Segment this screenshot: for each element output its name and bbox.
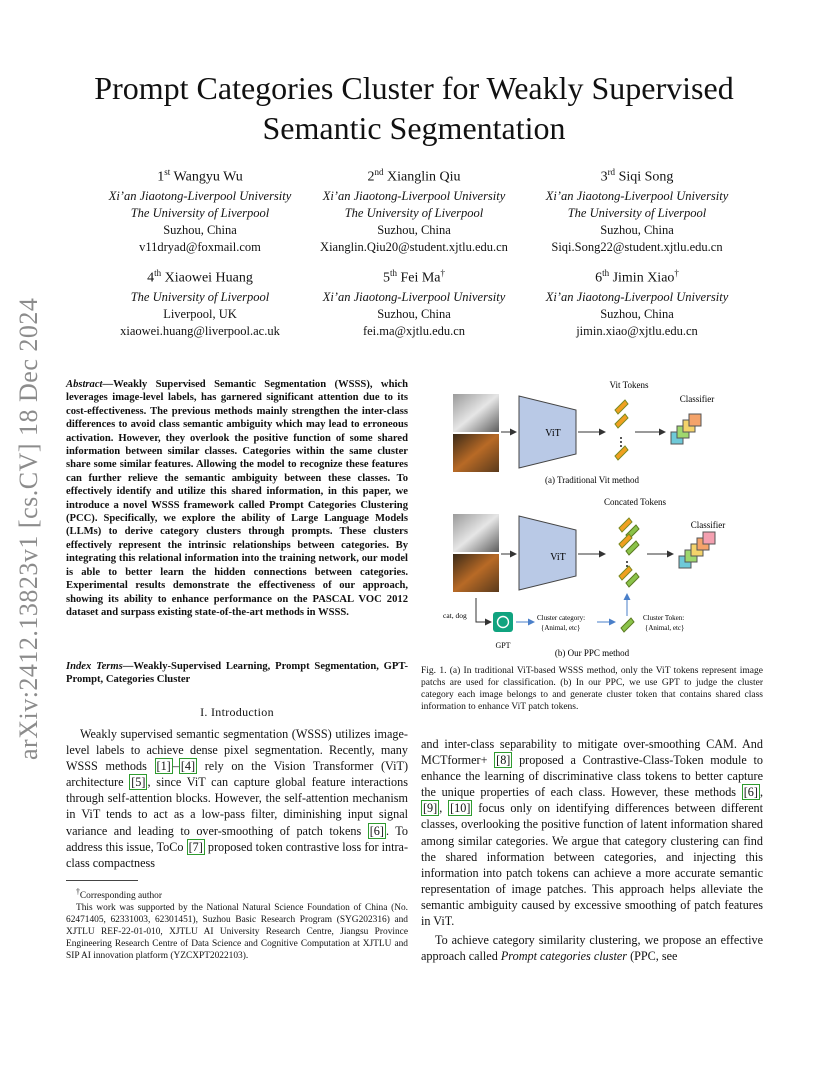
- author-email: Siqi.Song22@student.xjtlu.edu.cn: [551, 239, 723, 254]
- intro-paragraph-right: and inter-class separability to mitigate over-smoothing CAM. And MCTformer+ [8] proposed a Contrastive-Class-Token module to enhance the learning of discriminative class tokens to better capture the unique properties of each class. However, these methods [6] , [9] , [10] focus only on identifying differences between different classes, overlooking the positive function of latent information shared among similar categories. We argue that category clustering can find the shared information between categories, and injecting this information into patch tokens can achieve a more accurate semantic representation of image patches. This approach helps alleviate the semantic ambiguity caused by excessive smoothing of patch features in ViT. To achieve category similarity clustering, we propose an effective approach called Prompt categories cluster (PPC, see: [421, 737, 764, 964]
- author-email: jimin.xiao@xjtlu.edu.cn: [576, 323, 698, 338]
- arxiv-identifier-stamp: arXiv:2412.13823v1 [cs.CV] 18 Dec 2024: [14, 297, 43, 760]
- classifier-label: Classifier: [679, 394, 715, 404]
- footnote-divider: [66, 880, 138, 881]
- author-name: Wangyu Wu: [173, 169, 243, 185]
- gpt-label: GPT: [495, 641, 511, 650]
- figure-caption: Fig. 1. (a) In traditional ViT-based WSSS method, only the ViT tokens represent image patchs are used for classification. (b) In our PPC, we use GPT to judge the cluster category each image belongs to and generate cluster token that contains shared class information to enhance ViT patch tokens.: [421, 666, 763, 712]
- cluster-token-label: Cluster Token:: [643, 614, 685, 622]
- citation-link[interactable]: [5]: [131, 775, 146, 790]
- author-email: v11dryad@foxmail.com: [139, 239, 261, 254]
- vit-encoder-block: [519, 516, 576, 590]
- gpt-logo: [493, 612, 513, 632]
- author-4: 4th Xiaowei Huang The University of Liverpool Liverpool, UK xiaowei.huang@liverpool.ac.uk: [80, 263, 320, 340]
- citation-link[interactable]: [6]: [743, 785, 758, 800]
- intro-paragraph-left: Weakly supervised semantic segmentation (WSSS) utilizes image-level labels to achieve dense pixel segmentation. Recently, many WSSS methods [1] – [4] rely on the Vision Transformer (ViT) architecture [5] , since ViT can capture global feature interactions through self-attention blocks. However, the self-attention mechanism in ViT tends to act as a low-pass filter, diminishing input signal variance and leading to over-smoothing of patch tokens [6] . To address this issue, ToCo [7] proposed token contrastive loss for intra-class compactness: [66, 727, 408, 870]
- citation-link[interactable]: [8]: [496, 753, 511, 768]
- figure-1: [421, 376, 763, 660]
- vit-label: ViT: [550, 552, 566, 563]
- figure-1-diagram: [421, 376, 763, 660]
- input-image-dog: [453, 554, 499, 592]
- title-line-2: Semantic Segmentation: [262, 110, 566, 146]
- subcaption-a: (a) Traditional Vit method: [544, 475, 640, 485]
- classifier-label: Classifier: [690, 520, 726, 530]
- input-image-cat: [453, 394, 499, 432]
- citation-link[interactable]: [7]: [188, 839, 203, 854]
- citation-link[interactable]: [9]: [423, 801, 438, 816]
- section-heading-introduction: I. Introduction: [200, 705, 274, 719]
- vit-label: ViT: [545, 428, 561, 439]
- index-terms: Index Terms—Weakly-Supervised Learning, Prompt Segmentation, GPT-Prompt, Categories Cluster: [66, 661, 408, 686]
- citation-link[interactable]: [6]: [369, 823, 384, 838]
- author-3: 3rd Siqi Song Xi’an Jiaotong-Liverpool University The University of Liverpool Suzhou, China Siqi.Song22@student.xjtlu.edu.cn: [517, 162, 757, 256]
- author-email: Xianglin.Qiu20@student.xjtlu.edu.cn: [320, 239, 508, 254]
- abstract: [66, 378, 408, 619]
- subcaption-b: (b) Our PPC method: [554, 648, 630, 658]
- input-image-cat: [453, 514, 499, 552]
- footnotes: †Corresponding author This work was supported by the National Natural Science Foundation of China (No. 62471405, 62331003, 62301451), Suzhou Basic Research Program (SYG202316) and XJTLU REF-22-01-010, XJTLU AI University Research Centre, Jiangsu Province Engineering Research Centre of Data Science and Cognitive Computation at XJTLU and SIP AI innovation platform (YZCXPT2022103).: [66, 887, 408, 962]
- author-email: fei.ma@xjtlu.edu.cn: [362, 323, 466, 338]
- class-labels-text: cat, dog: [443, 611, 467, 620]
- cluster-category-label: Cluster category:: [537, 614, 586, 622]
- citation-link[interactable]: [4]: [180, 759, 196, 774]
- classifier-stack: [671, 414, 701, 444]
- input-image-dog: [453, 434, 499, 472]
- abstract-text: —Weakly Supervised Semantic Segmentation (WSSS), which leverages image-level labels, has garnered significant attention due to its cost-effectiveness. The previous methods mainly strengthen the inter-class differences to avoid class semantic ambiguity which may lead to erroneous activation. However, they overlook the positive function of some shared information between similar classes. Categories within the same cluster share some similar features. Allowing the model to recognize these features can further relieve the semantic ambiguity between these classes. To effectively identify and utilize this shared information, in this paper, we introduce a novel WSSS framework called Prompt Categories Clustering (PCC). Specifically, we explore the ability of Large Language Models (LLMs) to derive category clusters through prompts. These clusters effectively represent the intrinsic relationships between categories. By integrating this relational information into the training network, our model is able to better learn the hidden connections between categories. Experimental results demonstrate the effectiveness of our approach, showing its ability to enhance performance on the PASCAL VOC 2012 dataset and surpass existing state-of-the-art methods in WSSS.: [66, 379, 408, 618]
- citation-link[interactable]: [1]: [156, 759, 171, 774]
- cluster-token-value: {Animal, etc}: [645, 624, 685, 632]
- paper-title: [60, 68, 768, 148]
- index-terms-label: Index Terms: [66, 661, 123, 672]
- citation-link[interactable]: [10]: [450, 801, 471, 816]
- author-email: xiaowei.huang@liverpool.ac.uk: [120, 323, 280, 338]
- concated-tokens-label: Concated Tokens: [604, 497, 666, 507]
- footnote-corresponding: Corresponding author: [79, 891, 162, 902]
- title-line-1: Prompt Categories Cluster for Weakly Supervised: [94, 70, 734, 106]
- author-name: Xianglin Qiu: [387, 169, 461, 185]
- author-name: Jimin Xiao: [612, 270, 675, 286]
- cluster-category-value: {Animal, etc}: [541, 624, 581, 632]
- author-5: 5th Fei Ma† Xi’an Jiaotong-Liverpool University Suzhou, China fei.ma@xjtlu.edu.cn: [294, 263, 534, 340]
- author-name: Siqi Song: [618, 169, 674, 185]
- concated-token-stack: [619, 518, 639, 587]
- author-name: Xiaowei Huang: [164, 270, 253, 286]
- footnote-funding: This work was supported by the National Natural Science Foundation of China (No. 62471405, 62331003, 62301451), Suzhou Basic Research Program (SYG202316) and XJTLU REF-22-01-010, XJTLU AI University Research Centre, Jiangsu Province Engineering Research Centre of Data Science and Cognitive Computation at XJTLU and SIP AI innovation platform (YZCXPT2022103).: [66, 903, 408, 962]
- classifier-stack: [679, 532, 715, 568]
- author-name: Fei Ma: [400, 270, 441, 286]
- vit-token-stack: [615, 400, 628, 460]
- author-6: 6th Jimin Xiao† Xi’an Jiaotong-Liverpool University Suzhou, China jimin.xiao@xjtlu.edu.cn: [517, 263, 757, 340]
- author-1: 1st Wangyu Wu Xi’an Jiaotong-Liverpool University The University of Liverpool Suzhou, China v11dryad@foxmail.com: [80, 162, 320, 256]
- author-2: 2nd Xianglin Qiu Xi’an Jiaotong-Liverpool University The University of Liverpool Suzhou, China Xianglin.Qiu20@student.xjtlu.edu.cn: [294, 162, 534, 256]
- cluster-token-icon: [621, 618, 634, 632]
- vit-tokens-label: Vit Tokens: [609, 380, 649, 390]
- abstract-label: Abstract: [66, 379, 103, 390]
